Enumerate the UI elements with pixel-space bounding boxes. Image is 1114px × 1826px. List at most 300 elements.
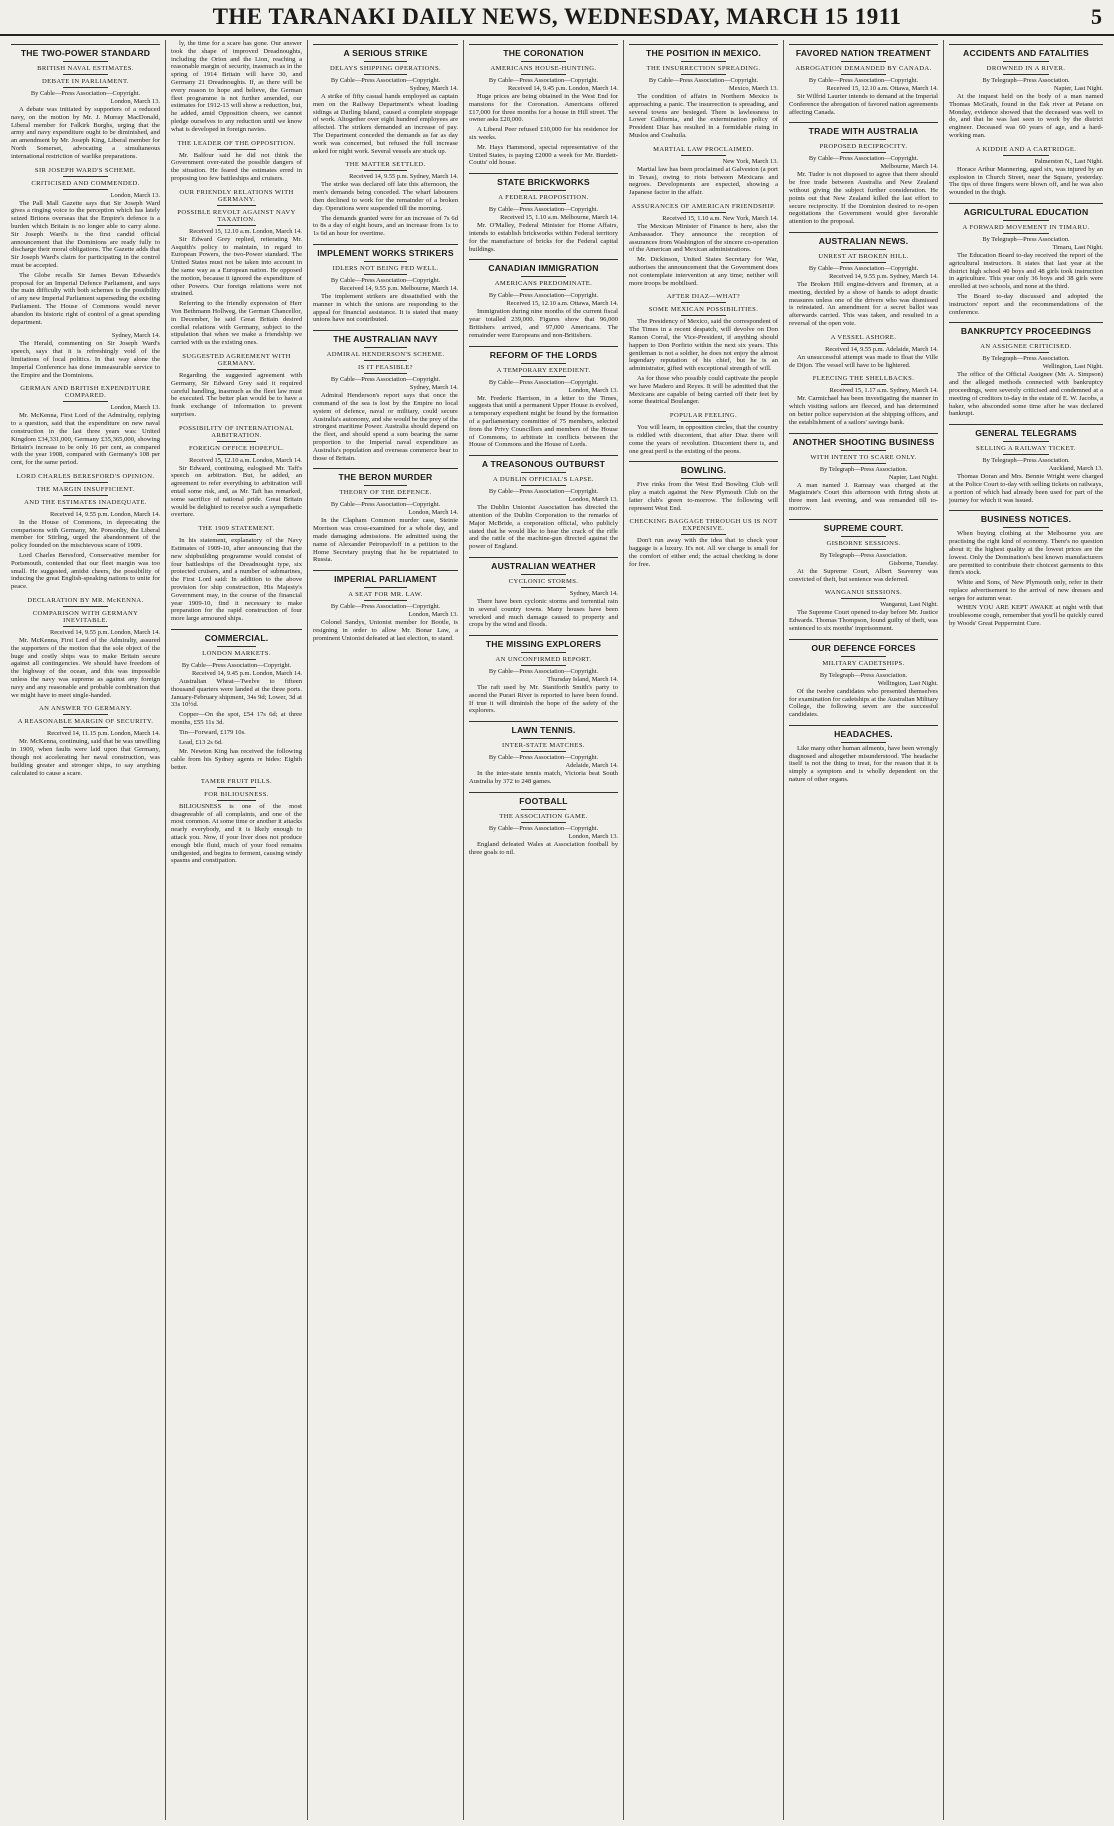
article-headline: AUSTRALIAN WEATHER xyxy=(469,557,618,571)
article-paragraph: The Board to-day discussed and adopted the instructors' report and the recommendations of the conference. xyxy=(949,292,1103,316)
article-paragraph: White and Sons, of New Plymouth only, refer in their replace advertisement to the arrival of new dresses and serges for autumn wear. xyxy=(949,579,1103,602)
divider xyxy=(364,261,408,262)
article-paragraph: Lord Charles Beresford, Conservative member for Portsmouth, contended that our fleet margin was too small. He suggested, amidst cheers, the possibility of inducing the great English-speaking nations to unite for peace. xyxy=(11,552,160,591)
divider xyxy=(521,203,566,204)
article xyxy=(469,259,618,339)
article-subhead: SIR JOSEPH WARD'S SCHEME. xyxy=(34,166,137,174)
article-dateline: London, March 13. xyxy=(568,386,618,394)
article xyxy=(313,244,458,324)
article-subhead: AND THE ESTIMATES INADEQUATE. xyxy=(24,498,147,506)
press-credit: By Cable—Press Association—Copyright. xyxy=(488,292,599,300)
article-dateline: Received 15, 12.10 a.m. London, March 14. xyxy=(189,456,302,464)
divider xyxy=(521,652,566,653)
article-subhead: THEORY OF THE DEFENCE. xyxy=(339,489,432,497)
article-paragraph: You will learn, in opposition circles, that the country is riddled with discontent, that after Diaz there will come the years of revolution. Discontent there is, and one great peril is the existing of the peons. xyxy=(629,424,778,455)
article-dateline: London, March 13. xyxy=(110,404,160,412)
divider xyxy=(63,189,108,190)
divider xyxy=(217,454,256,455)
article xyxy=(629,44,778,140)
article-subhead: POSSIBLE REVOLT AGAINST NAVY TAXATION. xyxy=(177,208,296,223)
divider xyxy=(63,176,108,177)
article-headline: BANKRUPTCY PROCEEDINGS xyxy=(949,322,1103,336)
column-4 xyxy=(464,40,624,1820)
divider xyxy=(364,274,408,275)
article-paragraph: Sir Wilfrid Laurier intends to demand at the Imperial Conference the abrogation of favored nation agreements affecting Canada. xyxy=(789,93,938,116)
article-dateline: Melbourne, March 14. xyxy=(880,163,938,171)
divider xyxy=(681,212,726,213)
press-credit: By Cable—Press Association—Copyright. xyxy=(488,754,599,762)
article-paragraph: Don't run away with the idea that to check your baggage is a luxury. It's not. All we charge is small for the comfort of either end; the actual checking is done for free. xyxy=(629,537,778,568)
article xyxy=(789,433,938,513)
article-dateline: Timaru, Last Night. xyxy=(1052,243,1103,251)
press-credit: By Telegraph—Press Association. xyxy=(982,77,1070,84)
divider xyxy=(1003,220,1049,221)
article-headline: A TREASONOUS OUTBURST xyxy=(469,455,618,469)
article-subhead: GISBORNE SESSIONS. xyxy=(826,539,901,547)
divider xyxy=(521,190,566,191)
article-paragraph: Five rinks from the West End Bowling Club will play a match against the New Plymouth Club on the latter club's green to-morrow. The following will represent West End. xyxy=(629,481,778,512)
article xyxy=(171,353,302,419)
divider xyxy=(841,249,886,250)
article-subhead: A KIDDIE AND A CARTRIDGE. xyxy=(975,145,1077,153)
press-credit: By Cable—Press Association—Copyright. xyxy=(488,488,599,496)
article xyxy=(789,639,938,719)
article xyxy=(11,44,160,161)
divider xyxy=(841,343,886,344)
article-paragraph: Mr. McKenna, First Lord of the Admiralty, assured the supporters of the motion that the sole object of the huge and costly ships was to make Britain secure against all contingencies. We should have freedom of the highway of the ocean, and this was impossible unless the navy was supreme as against any foreign navy and any reasonable and probable combination that we might have to meet single-handed. xyxy=(11,637,160,699)
article-subhead: CRITICISED AND COMMENDED. xyxy=(31,179,140,187)
article-subhead: AMERICANS PREDOMINATE. xyxy=(494,280,593,288)
article-paragraph: As for those who possibly could captivate the people we have Madero and Reyes. It will be admitted that the Mexicans are capable of being carried off their feet by some theatrical Boulanger. xyxy=(629,374,778,406)
article-subhead: THE INSURRECTION SPREADING. xyxy=(646,65,761,72)
page-number: 5 xyxy=(1091,4,1102,29)
article-dateline: Wellington, Last Night. xyxy=(877,679,938,687)
article-subhead: DECLARATION BY MR. McKENNA. xyxy=(27,597,144,605)
press-credit: By Cable—Press Association—Copyright. xyxy=(648,77,759,84)
article-headline: OUR DEFENCE FORCES xyxy=(789,639,938,653)
article-subhead: DELAYS SHIPPING OPERATIONS. xyxy=(329,65,442,72)
article xyxy=(469,635,618,715)
divider xyxy=(681,74,726,75)
article-dateline: Napier, Last Night. xyxy=(1053,85,1103,92)
article xyxy=(949,203,1103,316)
column-2 xyxy=(166,40,308,1820)
article-headline: AUSTRALIAN NEWS. xyxy=(789,232,938,246)
divider xyxy=(521,587,566,588)
article-dateline: Palmerston N., Last Night. xyxy=(1034,157,1103,165)
column-7 xyxy=(944,40,1108,1820)
article-paragraph: Mr. Balfour said he did not think the Government over-rated the possible dangers of the situation. He feared the estimates erred in proposing too few battleships and cruisers. xyxy=(171,151,302,182)
article-paragraph: Mr. O'Malley, Federal Minister for Home Affairs, intends to establish brickworks within Federal territory for the manufacture of bricks for the Federal capital buildings. xyxy=(469,222,618,253)
article xyxy=(949,322,1103,418)
article xyxy=(171,525,302,623)
article-dateline: London, March 13. xyxy=(110,191,160,199)
article-dateline: Wellington, Last Night. xyxy=(1042,363,1103,371)
article-subhead: UNREST AT BROKEN HILL. xyxy=(818,252,909,260)
press-credit: By Telegraph—Press Association. xyxy=(819,551,908,559)
divider xyxy=(63,606,108,607)
article-subhead: POSSIBILITY OF INTERNATIONAL ARBITRATION. xyxy=(179,424,294,439)
article-subhead: AN ANSWER TO GERMANY. xyxy=(38,705,133,713)
divider xyxy=(217,534,256,535)
press-credit: By Cable—Press Association—Copyright. xyxy=(808,155,919,163)
article-dateline: New York, March 13. xyxy=(722,157,778,165)
divider xyxy=(841,450,886,451)
divider xyxy=(63,727,108,728)
press-credit: By Telegraph—Press Association. xyxy=(819,671,908,679)
article xyxy=(469,44,618,167)
article-paragraph: Copper—On the spot, £54 17s 6d; at three months, £55 11s 3d. xyxy=(171,711,302,727)
divider xyxy=(217,646,256,647)
article-dateline: Received 14, 9.55 p.m. Sydney, March 14. xyxy=(829,272,938,280)
article-subhead: THE LEADER OF THE OPPOSITION. xyxy=(177,139,296,147)
article-subhead: GERMAN AND BRITISH EXPENDITURE COMPARED. xyxy=(20,385,151,400)
article xyxy=(313,44,458,155)
article-subhead: THE MATTER SETTLED. xyxy=(345,161,426,169)
divider xyxy=(63,61,108,62)
article-paragraph: In the inter-state tennis match, Victoria beat South Australia by 372 to 248 games. xyxy=(469,770,618,786)
press-credit: By Cable—Press Association—Copyright. xyxy=(181,662,292,670)
article-dateline: Mexico, March 13. xyxy=(729,85,778,92)
article-paragraph: Sir Edward Grey replied, reiterating Mr. Asquith's policy to maintain, in regard to European Powers, the two-Power standard. The United States must not be taken into account in the same way as a European nation. He opposed the motion, because it ignored the expenditure of other Powers. Our foreign relations were not strained. xyxy=(171,235,302,298)
divider xyxy=(1003,441,1049,442)
article-subhead: AN ASSIGNEE CRITICISED. xyxy=(980,343,1072,351)
article-subhead: WANGANUI SESSIONS. xyxy=(824,589,903,597)
article xyxy=(11,385,160,467)
article xyxy=(469,721,618,786)
article xyxy=(171,189,302,347)
article-subhead: THE ASSOCIATION GAME. xyxy=(499,812,588,820)
article-headline: ACCIDENTS AND FATALITIES xyxy=(949,44,1103,58)
article-dateline: Received 14, 9.45 p.m. London, March 14. xyxy=(191,670,302,678)
article-paragraph: A Liberal Peer refused £10,000 for his residence for six weeks. xyxy=(469,126,618,141)
article-subhead: DROWNED IN A RIVER. xyxy=(986,65,1066,72)
article-paragraph: Mr. Carmichael has been investigating the manner in which visiting sailors are fleeced, and has determined on better police supervision at the shipping offices, and the establishment of a sailors' savings bank. xyxy=(789,395,938,426)
article-subhead: LONDON MARKETS. xyxy=(202,650,271,658)
press-credit: By Cable—Press Association—Copyright. xyxy=(330,376,441,384)
article xyxy=(789,232,938,328)
article-paragraph: An unsuccessful attempt was made to float the Ville de Dijon. The vessel will have to be lightered. xyxy=(789,353,938,369)
article-headline: THE POSITION IN MEXICO. xyxy=(629,44,778,58)
article-headline: CANADIAN IMMIGRATION xyxy=(469,259,618,273)
article-subhead: OUR FRIENDLY RELATIONS WITH GERMANY. xyxy=(179,188,294,203)
article-headline: HEADACHES. xyxy=(789,725,938,739)
article-headline: FOOTBALL xyxy=(469,792,618,806)
divider xyxy=(364,485,408,486)
article-dateline: London, March 14. xyxy=(408,509,458,517)
article xyxy=(949,424,1103,504)
article xyxy=(171,629,302,772)
article-dateline: Received 14, 9.45 p.m. London, March 14. xyxy=(507,85,618,92)
article-subhead: COMPARISON WITH GERMANY INEVITABLE. xyxy=(32,610,139,625)
divider xyxy=(63,495,108,496)
article-dateline: Napier, Last Night. xyxy=(888,473,938,481)
article-headline: STATE BRICKWORKS xyxy=(469,173,618,187)
divider xyxy=(63,482,108,483)
article-subhead: AN UNCONFIRMED REPORT. xyxy=(495,656,592,664)
divider xyxy=(63,74,108,75)
column-3 xyxy=(308,40,464,1820)
press-credit: By Cable—Press Association—Copyright. xyxy=(330,603,441,611)
article-headline: THE TWO-POWER STANDARD xyxy=(11,44,160,58)
divider xyxy=(681,534,726,535)
article-subhead: FOREIGN OFFICE HOPEFUL. xyxy=(188,444,285,452)
article-subhead: FLEECING THE SHELLBACKS. xyxy=(812,375,915,383)
article-paragraph: The demands granted were for an increase of 7s 6d to 8s a day of eight hours, and an increase from 1s to 1s 6d an hour for overtime. xyxy=(313,214,458,238)
article-dateline: Received 14, 9.55 p.m. Adelaide, March 14. xyxy=(825,345,938,353)
divider xyxy=(63,714,108,715)
article xyxy=(469,455,618,551)
article-subhead: ASSURANCES OF AMERICAN FRIENDSHIP. xyxy=(631,202,776,210)
divider xyxy=(681,478,726,479)
article-dateline: Received 15, 1.10 a.m. Melbourne, March 14. xyxy=(500,214,618,222)
press-credit: By Cable—Press Association—Copyright. xyxy=(808,77,919,84)
article-subhead: AMERICANS HOUSE-HUNTING. xyxy=(490,65,597,72)
article xyxy=(789,44,938,116)
article-paragraph: Martial law has been proclaimed at Galveston (a port in Texas), owing to riots between Mexicans and negroes. Developments are expected, showing a Japanese factor in the affair. xyxy=(629,165,778,197)
article-headline: THE MISSING EXPLORERS xyxy=(469,635,618,649)
divider xyxy=(1003,155,1049,156)
article-dateline: Received 14, 9.55 p.m. Melbourne, March 14. xyxy=(339,284,458,292)
article-paragraph: Sir Edward, continuing, eulogised Mr. Taft's speech on arbitration. But, he added, an agreement to refer everything to arbitration will entail some risk, and, as Mr. Taft has remarked, some sacrifice of national pride. Great Britain would be delighted to receive such a sympathetic overture. xyxy=(171,464,302,519)
article-dateline: London, March 13. xyxy=(568,496,618,504)
divider xyxy=(1003,454,1049,455)
article-headline: TRADE WITH AUSTRALIA xyxy=(789,122,938,136)
article-subhead: A SEAT FOR MR. LAW. xyxy=(348,591,423,599)
article xyxy=(949,44,1103,140)
article-paragraph: Regarding the suggested agreement with Germany, Sir Edward Grey said it required careful handling, inasmuch as the fleet law must be executed. The better plan would be to have a frank exchange of information to prevent surprises. xyxy=(171,371,302,418)
divider xyxy=(521,61,566,62)
divider xyxy=(364,373,408,374)
article-dateline: London, March 13. xyxy=(110,98,160,105)
article xyxy=(11,597,160,699)
article-headline: REFORM OF THE LORDS xyxy=(469,346,618,360)
masthead xyxy=(0,0,1114,36)
divider xyxy=(63,401,108,402)
article-subhead: THE MARGIN INSUFFICIENT. xyxy=(36,485,135,493)
divider xyxy=(364,170,408,171)
article xyxy=(11,705,160,777)
article xyxy=(789,725,938,784)
article xyxy=(171,40,302,134)
article-subhead: IS IT FEASIBLE? xyxy=(358,364,413,372)
article-paragraph: Horace Arthur Mannering, aged six, was injured by an explosion in Church Street, near the Square, yesterday. The tips of three fingers were blown off, and he was also wounded in the thigh. xyxy=(949,165,1103,197)
article-paragraph: The Presidency of Mexico, said the correspondent of The Times in a recent despatch, will devolve on Don Ramon Corral, the Vice-President, if anything should happen to Don Porfirio within the next six years. This gentleman is not a soldier, he does not enjoy the almost legendary reputation of his chief, but he is an administrator, gifted with exceptional strength of will. xyxy=(629,318,778,373)
article-dateline: Sydney, March 14. xyxy=(409,384,458,392)
divider xyxy=(63,626,108,627)
article-paragraph: When buying clothing at the Melbourne you are practising the right kind of economy. There's no question about it; the highest quality at the lowest prices are the lowest. Only the Domination's best known manufacturers are permitted to contribute their choicest garments to this firm's stock. xyxy=(949,530,1103,577)
article xyxy=(789,519,938,584)
article-paragraph: The implement strikers are dissatisfied with the manner in which the unions are responding to the appeal for financial assistance. It is stated that many unions have not contributed. xyxy=(313,292,458,324)
article xyxy=(629,461,778,512)
article-subhead: ADMIRAL HENDERSON'S SCHEME. xyxy=(326,351,445,359)
divider xyxy=(521,472,566,473)
article xyxy=(629,146,778,197)
article-paragraph: Mr. Dickinson, United States Secretary for War, authorises the announcement that the Government does not contemplate intervention at any time; neither will more troops be mobilised. xyxy=(629,256,778,287)
article xyxy=(11,473,160,591)
article xyxy=(469,792,618,857)
article xyxy=(629,412,778,455)
article-headline: IMPERIAL PARLIAMENT xyxy=(313,570,458,584)
article-subhead: A DUBLIN OFFICIAL'S LAPSE. xyxy=(493,476,594,484)
press-credit: By Cable—Press Association—Copyright. xyxy=(488,668,599,676)
article-paragraph: Of the twelve candidates who presented themselves for examination for cadetships at the Australian Military College, the following seven are the successful candidates. xyxy=(789,687,938,719)
article-subhead: AFTER DIAZ—WHAT? xyxy=(666,293,741,301)
article-paragraph: Mr. Hays Hammond, special representative of the United States, is paying £2000 a week for Mr. Burdett-Coutts' old house. xyxy=(469,143,618,167)
divider xyxy=(63,87,108,88)
divider xyxy=(521,738,566,739)
article-dateline: Sydney, March 14. xyxy=(569,589,618,597)
divider xyxy=(63,508,108,509)
press-credit: By Cable—Press Association—Copyright. xyxy=(488,378,599,386)
article-subhead: DEBATE IN PARLIAMENT. xyxy=(42,78,129,85)
article-dateline: Received 15, 12.10 a.m. Ottawa, March 14. xyxy=(506,300,618,308)
article xyxy=(469,346,618,450)
article-paragraph: The condition of affairs in Northern Mexico is approaching a panic. The insurrection is spreading, and several towns are besieged. There is lawlessness in Lower California, and the extermination policy of President Diaz has resulted in a formidable rising in Muslos and Coahuila. xyxy=(629,93,778,139)
divider xyxy=(681,315,726,316)
article-paragraph: In the Clapham Common murder case, Steinie Morrison was cross-examined for a whole day, and made damaging admissions. He admitted using the name of Alexander Petropavloff in a petition to the Home Secretary praying that he be repatriated to Russia. xyxy=(313,517,458,564)
press-credit: By Cable—Press Association—Copyright. xyxy=(488,77,599,84)
article-paragraph: The office of the Official Assignee (Mr. A. Simpson) and the alleged methods connected with bankruptcy proceedings, were severely criticised and condemned at a meeting of creditors to-day in the estate of E. W. Jacobs, a baker, who absconded some time after he was declared bankrupt. xyxy=(949,371,1103,418)
article-subhead: MILITARY CADETSHIPS. xyxy=(822,659,905,667)
article-dateline: Received 14, 9.55 p.m. London, March 14. xyxy=(49,510,160,518)
press-credit: By Cable—Press Association—Copyright. xyxy=(808,264,919,272)
article-paragraph: The Herald, commenting on Sir Joseph Ward's speech, says that it is refreshingly void of the limitations of local politics. In that way alone the Imperial Conference has done immeasurable service to the Empire and the Dominions. xyxy=(11,340,160,379)
article-dateline: Thursday Island, March 14. xyxy=(547,676,618,684)
article-subhead: INTER-STATE MATCHES. xyxy=(502,742,585,750)
divider xyxy=(841,61,886,62)
article-paragraph: In the House of Commons, in deprecating the comparisons with Germany, Mr. Ponsonby, the Liberal member for Stirling, urged the abandonment of the policy founded on the mischievous scare of 1909. xyxy=(11,518,160,550)
article-headline: LAWN TENNIS. xyxy=(469,721,618,735)
article-dateline: Sydney, March 14. xyxy=(111,332,160,340)
article-headline: ANOTHER SHOOTING BUSINESS xyxy=(789,433,938,447)
article-dateline: Received 15, 1.17 a.m. Sydney, March 14. xyxy=(829,387,938,395)
article-paragraph: Australian Wheat—Twelve to fifteen thousand quarters were landed at the three ports. January-February shipment, 34s 9d; Lower, 3d at 33s 10½d. xyxy=(171,678,302,709)
article-headline: BUSINESS NOTICES. xyxy=(949,510,1103,524)
article-headline: AGRICULTURAL EDUCATION xyxy=(949,203,1103,217)
divider xyxy=(364,498,408,499)
divider xyxy=(841,74,886,75)
divider xyxy=(841,139,886,140)
divider xyxy=(521,665,566,666)
divider xyxy=(1003,61,1049,62)
divider xyxy=(521,485,566,486)
article xyxy=(789,375,938,426)
article-dateline: Received 15, 12.10 a.m. Ottawa, March 14. xyxy=(826,85,938,92)
article-paragraph: England defeated Wales at Association football by three goals to nil. xyxy=(469,840,618,856)
divider xyxy=(681,302,726,303)
article-paragraph: Huge prices are being obtained in the West End for mansions for the Coronation. Americans offered £17,000 for three months for a house in Hill street. The owner asks £20,000. xyxy=(469,93,618,124)
article xyxy=(313,330,458,462)
article xyxy=(469,173,618,253)
newspaper-title: THE TARANAKI DAILY NEWS, WEDNESDAY, MARCH 15 1911 xyxy=(212,4,902,29)
press-credit: By Telegraph—Press Association. xyxy=(982,235,1070,243)
columns-container xyxy=(6,40,1108,1820)
article-headline: THE AUSTRALIAN NAVY xyxy=(313,330,458,344)
article-dateline: Auckland, March 13. xyxy=(1048,465,1103,473)
article-subhead: LORD CHARLES BERESFORD'S OPINION. xyxy=(16,472,155,480)
article-paragraph: The Broken Hill engine-drivers and firemen, at a meeting, decided by a show of hands to adopt drastic measures unless one of the drivers who was dismissed is reinstated. An amendment for a secret ballot was afterwards carried. This was taken, and resulted in a reversal of the open vote. xyxy=(789,280,938,327)
divider xyxy=(364,347,408,348)
article-paragraph: Tin—Forward, £179 10s. xyxy=(179,728,246,736)
divider xyxy=(521,74,566,75)
divider xyxy=(1003,74,1049,75)
article-headline: IMPLEMENT WORKS STRIKERS xyxy=(313,244,458,258)
press-credit: By Cable—Press Association—Copyright. xyxy=(330,276,441,284)
article-headline: A SERIOUS STRIKE xyxy=(313,44,458,58)
divider xyxy=(217,441,256,442)
article-subhead: CHECKING BAGGAGE THROUGH US IS NOT EXPENSIVE. xyxy=(629,518,778,533)
column-1 xyxy=(6,40,166,1820)
divider xyxy=(681,421,726,422)
article xyxy=(469,557,618,629)
article xyxy=(629,293,778,406)
article xyxy=(11,332,160,379)
divider xyxy=(681,61,726,62)
article-headline: BOWLING. xyxy=(629,461,778,475)
divider xyxy=(1003,339,1049,340)
article-headline: THE CORONATION xyxy=(469,44,618,58)
divider xyxy=(1003,233,1049,234)
article-paragraph: The strike was declared off late this afternoon, the men's demands being conceded. The wharf labourers then declined to work for the remainder of a broken day. Operations were suspended till the morning. xyxy=(313,181,458,212)
press-credit: By Cable—Press Association—Copyright. xyxy=(488,206,599,214)
article-subhead: CYCLONIC STORMS. xyxy=(508,577,579,585)
article-dateline: London, March 13. xyxy=(408,611,458,619)
divider xyxy=(841,463,886,464)
article-paragraph: Mr. McKenna, continuing, said that he was unwilling in 1909, when faults were laid upon that Germany, though not accelerating her naval construction, was building greater and stronger ships, to say anything calculated to cause a scare. xyxy=(11,738,160,777)
press-credit: By Telegraph—Press Association. xyxy=(982,457,1070,465)
divider xyxy=(217,225,256,226)
article-subhead: A REASONABLE MARGIN OF SECURITY. xyxy=(17,718,154,726)
article-paragraph: Like many other human ailments, have been wrongly diagnosed and altogether misunderstood. The headache itself is not the thing to treat, for the reason that it is simply a symptom and is wholly dependent on the nature of other organs. xyxy=(789,744,938,784)
article-subhead: ABROGATION DEMANDED BY CANADA. xyxy=(795,65,932,72)
article-paragraph: Mr. Tudor is not disposed to agree that there should be free trade between Australia and New Zealand without giving the subject further consideration. He points out that New Zealand killed the last effort to secure reciprocity. If the Dominion desired to re-open negotiations the Government would give favorable attention to the proposal. xyxy=(789,171,938,226)
divider xyxy=(364,61,408,62)
article-paragraph: At the Supreme Court, Albert Seaverey was convicted of theft, but sentence was deferred. xyxy=(789,567,938,583)
column-5 xyxy=(624,40,784,1820)
article-subhead: THE 1909 STATEMENT. xyxy=(198,525,275,533)
press-credit: By Telegraph—Press Association. xyxy=(819,465,908,473)
divider xyxy=(841,536,886,537)
article-paragraph: The Supreme Court opened to-day before Mr. Justice Edwards. Thomas Thompson, found guilty of theft, was sentenced to six months' imprisonment. xyxy=(789,609,938,632)
article-paragraph: Colonel Sandys, Unionist member for Bootle, is resigning in order to allow Mr. Bonar Law, a prominent Unionist defeated at last election, to stand. xyxy=(313,619,458,642)
article-paragraph: Mr. Newton King has received the following cable from his Sydney agents re hides: Eighth better. xyxy=(171,748,302,771)
article-paragraph: The raft used by Mr. Staniforth Smith's party to ascend the Purari River is reported to have been found. If true it will diminish the hope of the safety of the explorers. xyxy=(469,684,618,715)
article-subhead: FOR BILIOUSNESS. xyxy=(204,790,269,798)
divider xyxy=(521,574,566,575)
article xyxy=(11,167,160,327)
article-dateline: Received 14, 9.55 p.m. London, March 14. xyxy=(49,629,160,637)
article xyxy=(171,425,302,520)
divider xyxy=(841,656,886,657)
press-credit: By Cable—Press Association—Copyright. xyxy=(330,501,441,509)
press-credit: By Telegraph—Press Association. xyxy=(982,355,1070,363)
article-paragraph: Immigration during nine months of the current fiscal year totalled 239,000. Figures show that 96,000 Britishers arrived, and 97,000 Americans. The remainder were Europeans and non-Britishers. xyxy=(469,308,618,339)
article-subhead: TAMER FRUIT PILLS. xyxy=(200,777,273,785)
divider xyxy=(364,360,408,361)
article xyxy=(949,146,1103,197)
article xyxy=(313,468,458,564)
divider xyxy=(681,155,726,156)
article-paragraph: A man named J. Ramsay was charged at the Magistrate's Court this afternoon with firing shots at three men last evening, and was remanded till to-morrow. xyxy=(789,481,938,512)
article-subhead: IDLERS NOT BEING FED WELL. xyxy=(332,264,439,272)
article-dateline: Sydney, March 14. xyxy=(409,85,458,92)
article-dateline: Received 15, 1.10 a.m. New York, March 14. xyxy=(662,214,778,222)
divider xyxy=(217,205,256,206)
article-paragraph: Admiral Henderson's report says that once the command of the sea is lost by the Empire no local system of defence, naval or military, could secure Australia's autonomy, and she would be the prey of the strongest maritime Power. Australia should depend on the fleet, and should spend a sum bearing the same proportion to the Imperial naval expenditure as Australia's population and overseas commerce bear to those of Britain. xyxy=(313,392,458,462)
divider xyxy=(521,363,566,364)
article-paragraph: The Mexican Minister of Finance is here, also the Ambassador. They announce the reception of assurances from Washington of the sincere co-operation of the American and Mexican administrations. xyxy=(629,222,778,254)
